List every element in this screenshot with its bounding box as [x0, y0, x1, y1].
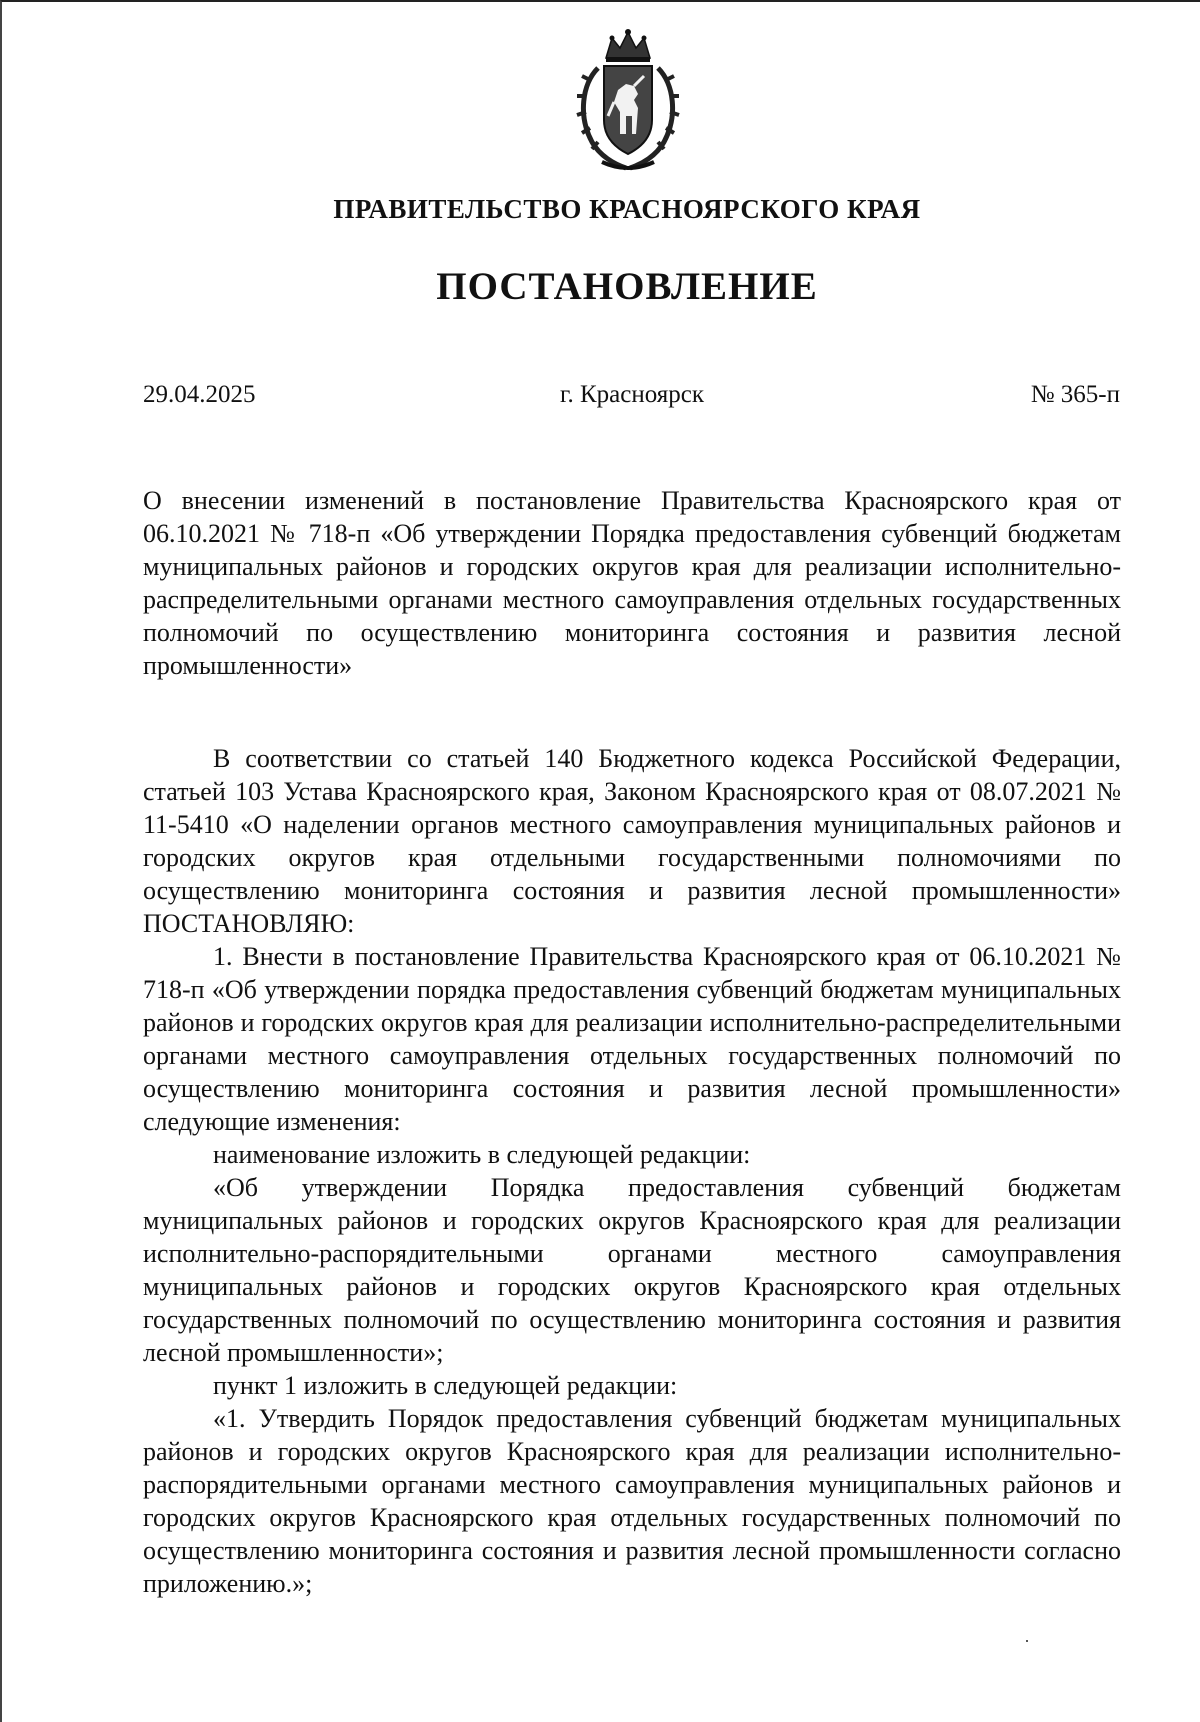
document-date: 29.04.2025 [143, 381, 256, 408]
body-paragraph-name-change: наименование изложить в следующей редакции: [213, 1140, 751, 1169]
document-city: г. Красноярск [560, 381, 704, 408]
document-title [143, 484, 1121, 682]
body-paragraph-preamble: В соответствии со статьей 140 Бюджетного кодекса Российской Федерации, статьей 103 Устава Красноярского края, Законом Красноярского края от 08.07.2021 № 11-5410 «О наделении органов местного самоуправления муниципальных районов и городских округов края отдельными государственными полномочиями по осуществлению мониторинга состояния и развития лесной промышленности» ПОСТАНОВЛЯЮ: [143, 744, 1121, 938]
body-paragraph-new-point: «1. Утвердить Порядок предоставления субвенций бюджетам муниципальных районов и городских округов Красноярского края для реализации исполнительно-распорядительными органами местного самоуправления муниципальных районов и городских округов Красноярского края отдельных государственных полномочий по осуществлению мониторинга состояния и развития лесной промышленности согласно приложению.»; [143, 1404, 1121, 1598]
body-paragraph-new-name: «Об утверждении Порядка предоставления субвенций бюджетам муниципальных районов и городских округов Красноярского края для реализации исполнительно-распорядительными органами местного самоуправления муниципальных районов и городских округов Красноярского края отдельных государственных полномочий по осуществлению мониторинга состояния и развития лесной промышленности»; [143, 1173, 1121, 1367]
body-paragraph-point-change: пункт 1 изложить в следующей редакции: [213, 1371, 678, 1400]
document-body [143, 742, 1121, 1600]
document-type-heading: ПОСТАНОВЛЕНИЕ [436, 265, 818, 308]
document-number: № 365-п [1030, 381, 1120, 408]
scan-speck [1026, 1640, 1028, 1642]
title-paragraph: О внесении изменений в постановление Правительства Красноярского края от 06.10.2021 № 718-п «Об утверждении Порядка предоставления субвенций бюджетам муниципальных районов и городских округов края для реализации исполнительно-распределительными органами местного самоуправления отдельных государственных полномочий по осуществлению мониторинга состояния и развития лесной промышленности» [143, 486, 1121, 680]
body-paragraph-item-1: 1. Внести в постановление Правительства Красноярского края от 06.10.2021 № 718-п «Об утверждении порядка предоставления субвенций бюджетам муниципальных районов и городских округов края для реализации исполнительно-распределительными органами местного самоуправления отдельных государственных полномочий по осуществлению мониторинга состояния и развития лесной промышленности» следующие изменения: [143, 942, 1121, 1136]
coat-of-arms-icon [568, 24, 688, 174]
organization-title: ПРАВИТЕЛЬСТВО КРАСНОЯРСКОГО КРАЯ [333, 194, 921, 224]
